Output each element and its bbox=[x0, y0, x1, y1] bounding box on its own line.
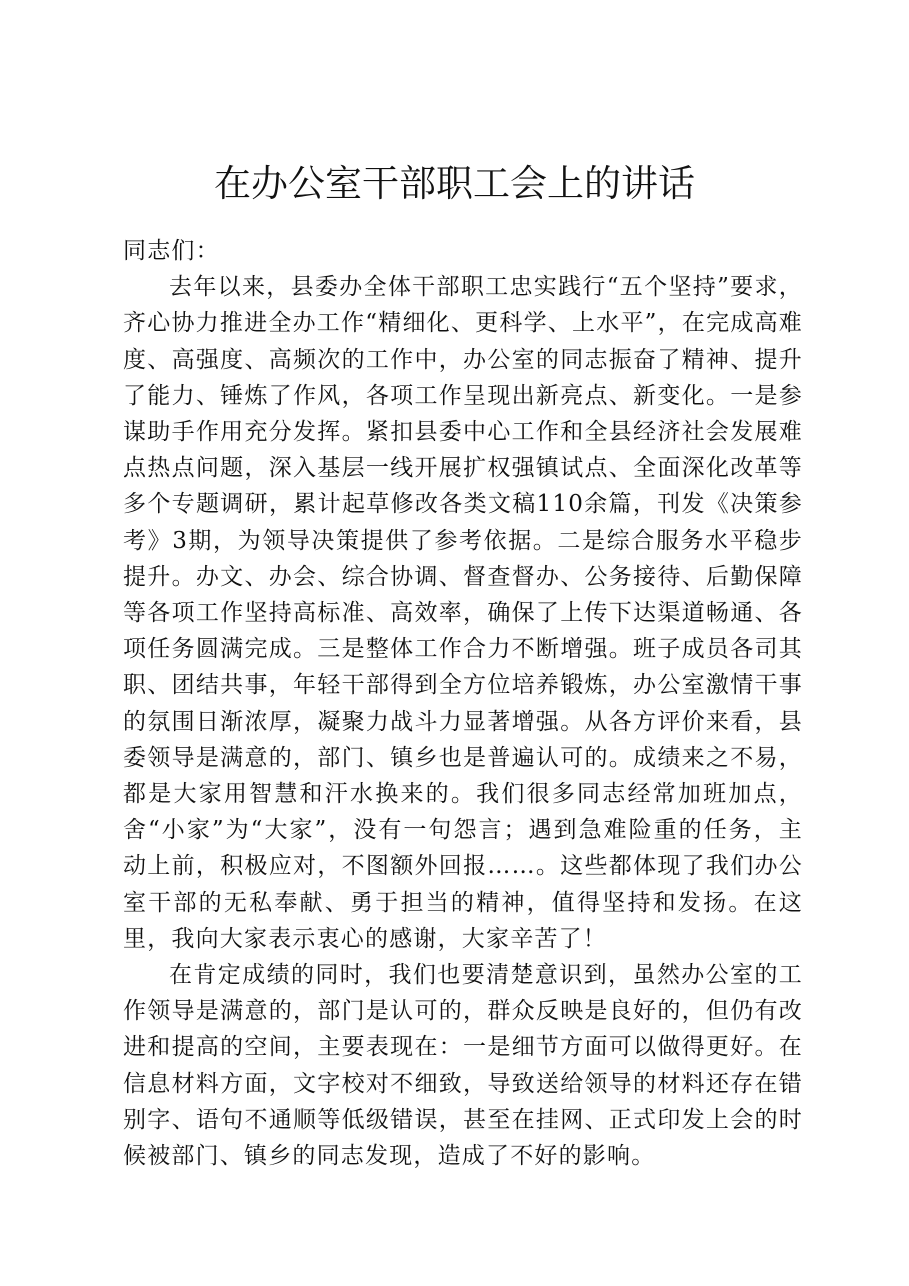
paragraph-achievements: 去年以来，县委办全体干部职工忠实践行“五个坚持”要求，齐心协力推进全办工作“精细化、更科学、上水平”，在完成高难度、高强度、高频次的工作中，办公室的同志振奋了精神、提升了能力、锤炼了作风，各项工作呈现出新亮点、新变化。一是参谋助手作用充分发挥。紧扣县委中心工作和全县经济社会发展难点热点问题，深入基层一线开展扩权强镇试点、全面深化改革等多个专题调研，累计起草修改各类文稿110余篇，刊发《决策参考》3期，为领导决策提供了参考依据。二是综合服务水平稳步提升。办文、办会、综合协调、督查督办、公务接待、后勤保障等各项工作坚持高标准、高效率，确保了上传下达渠道畅通、各项任务圆满完成。三是整体工作合力不断增强。班子成员各司其职、团结共事，年轻干部得到全方位培养锻炼，办公室激情干事的氛围日渐浓厚，凝聚力战斗力显著增强。从各方评价来看，县委领导是满意的，部门、镇乡也是普遍认可的。成绩来之不易，都是大家用智慧和汗水换来的。我们很多同志经常加班加点，舍“小家”为“大家”，没有一句怨言；遇到急难险重的任务，主动上前，积极应对，不图额外回报……。这些都体现了我们办公室干部的无私奉献、勇于担当的精神，值得坚持和发扬。在这里，我向大家表示衷心的感谢，大家辛苦了！ bbox=[123, 274, 803, 952]
document-body bbox=[123, 233, 803, 1174]
salutation: 同志们： bbox=[123, 238, 220, 264]
paragraph-shortcomings: 在肯定成绩的同时，我们也要清楚意识到，虽然办公室的工作领导是满意的，部门是认可的，群众反映是良好的，但仍有改进和提高的空间，主要表现在：一是细节方面可以做得更好。在信息材料方面，文字校对不细致，导致送给领导的材料还存在错别字、语句不通顺等低级错误，甚至在挂网、正式印发上会的时候被部门、镇乡的同志发现，造成了不好的影响。 bbox=[123, 962, 803, 1170]
document-title: 在办公室干部职工会上的讲话 bbox=[214, 162, 695, 205]
